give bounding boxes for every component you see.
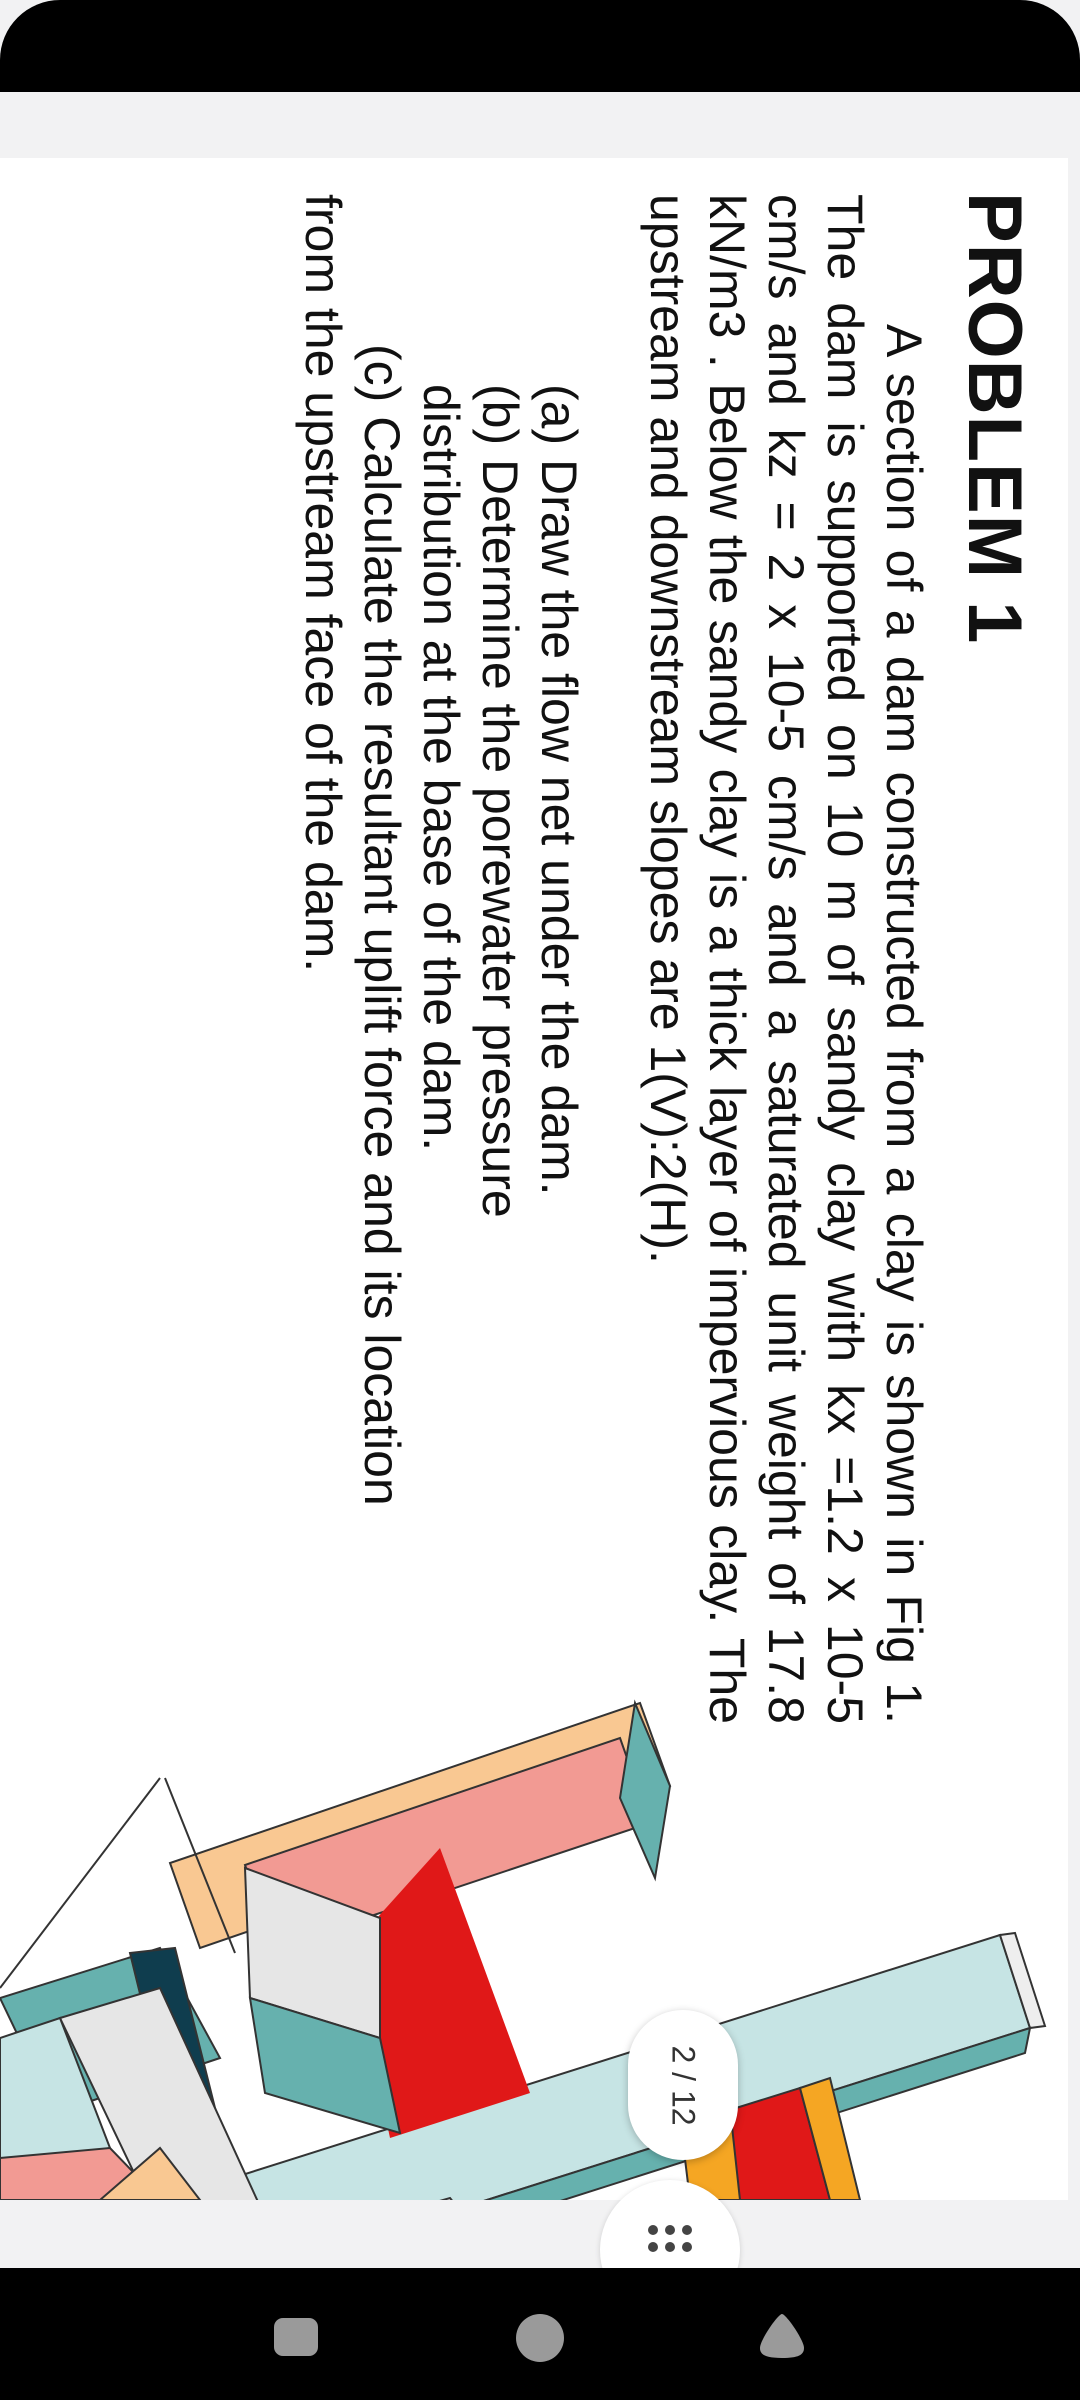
back-icon[interactable] [756,2310,808,2362]
recents-icon[interactable] [270,2310,322,2362]
question-b: (b) Determine the porewater pressure [472,384,528,1218]
question-c: (c) Calculate the resultant uplift force and its location [354,344,410,1506]
page-indicator[interactable] [628,2010,738,2160]
question-list [293,194,588,1734]
document-page[interactable] [0,158,1068,2200]
question-a: (a) Draw the flow net under the dam. [531,384,587,1196]
question-b-continued: distribution at the base of the dam. [413,384,469,1152]
status-bar [0,0,1080,92]
home-icon[interactable] [512,2310,568,2366]
page-title: PROBLEM 1 [952,192,1037,645]
problem-paragraph: A section of a dam constructed from a clay is shown in Fig 1. The dam is supported on 10 m of sandy clay with kx =1.2 x 10-5 cm/s and kz = 2 x 10-5 cm/s and a saturated unit weight of 17.8 kN/m3 . Below the sandy clay is a thick layer of impervious clay. The upstream and downstream slopes are 1(V):2(H). [640,194,932,1724]
apps-grid-icon [645,2220,695,2270]
page-indicator-label: 2 / 12 [665,2044,702,2126]
navigation-bar [0,2268,1080,2400]
rotated-page-content [0,158,1068,2200]
question-c-continued: from the upstream face of the dam. [295,194,351,973]
